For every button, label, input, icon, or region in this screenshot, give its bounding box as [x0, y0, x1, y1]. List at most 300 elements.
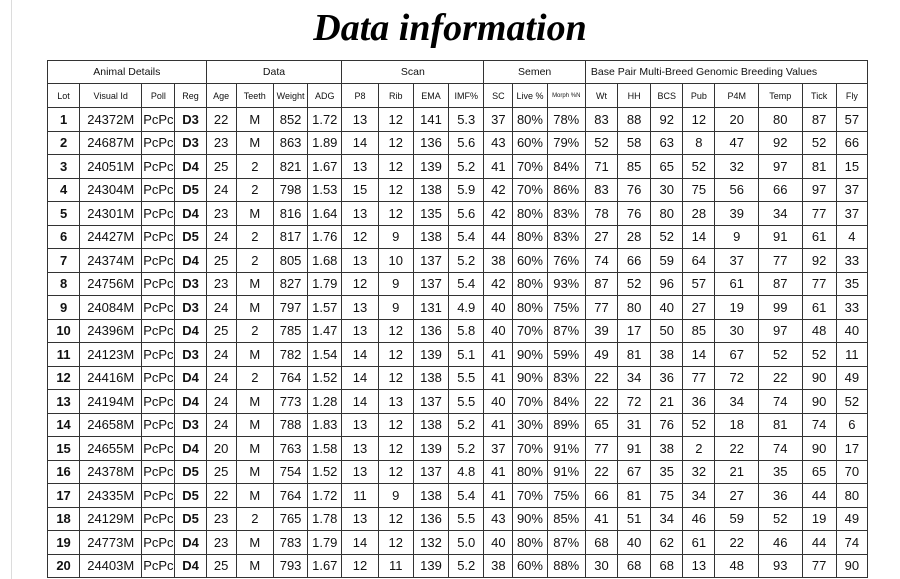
table-cell: 61	[802, 296, 836, 320]
table-cell: 138	[413, 413, 448, 437]
table-cell: 41	[484, 413, 513, 437]
table-cell: 2	[236, 507, 273, 531]
table-cell: PcPc	[142, 272, 175, 296]
table-cell: 40	[618, 531, 651, 555]
table-cell: 66	[836, 131, 867, 155]
table-cell: 2	[236, 178, 273, 202]
page-title: Data information	[313, 7, 587, 49]
table-cell: 74	[585, 249, 617, 273]
table-cell: 4.8	[449, 460, 484, 484]
table-cell: 75	[651, 484, 683, 508]
group-header-row	[48, 61, 868, 84]
table-cell: 83%	[547, 366, 585, 390]
table-cell: 18	[715, 413, 759, 437]
column-header: SC	[484, 84, 513, 108]
table-cell: 138	[413, 225, 448, 249]
table-cell: 31	[618, 413, 651, 437]
table-cell: D5	[175, 225, 206, 249]
table-cell: 52	[618, 272, 651, 296]
table-cell: M	[236, 413, 273, 437]
table-cell: 52	[585, 131, 617, 155]
table-cell: 37	[484, 437, 513, 461]
table-cell: 24687M	[80, 131, 142, 155]
table-cell: 36	[683, 390, 715, 414]
table-cell: 52	[683, 155, 715, 179]
table-cell: 90	[802, 390, 836, 414]
table-row	[48, 319, 868, 343]
table-cell: 24194M	[80, 390, 142, 414]
table-cell: 21	[715, 460, 759, 484]
table-cell: 27	[585, 225, 617, 249]
table-cell: 4.9	[449, 296, 484, 320]
table-cell: 87%	[547, 319, 585, 343]
table-cell: 43	[484, 507, 513, 531]
table-cell: 21	[651, 390, 683, 414]
table-cell: 35	[651, 460, 683, 484]
table-cell: 37	[484, 108, 513, 132]
table-cell: PcPc	[142, 413, 175, 437]
table-cell: 782	[273, 343, 307, 367]
column-header: Weight	[273, 84, 307, 108]
table-cell: 13	[342, 202, 378, 226]
table-cell: PcPc	[142, 343, 175, 367]
table-cell: 34	[683, 484, 715, 508]
table-cell: 11	[342, 484, 378, 508]
table-cell: 67	[715, 343, 759, 367]
table-cell: 57	[683, 272, 715, 296]
column-header: Visual Id	[80, 84, 142, 108]
table-cell: 80	[836, 484, 867, 508]
table-cell: 33	[836, 296, 867, 320]
table-cell: 87%	[547, 531, 585, 555]
table-cell: 25	[206, 249, 236, 273]
table-cell: PcPc	[142, 202, 175, 226]
column-header: Age	[206, 84, 236, 108]
table-cell: 136	[413, 319, 448, 343]
table-cell: 63	[651, 131, 683, 155]
table-cell: 41	[484, 155, 513, 179]
table-cell: 22	[758, 366, 802, 390]
table-cell: 85	[683, 319, 715, 343]
table-cell: 24416M	[80, 366, 142, 390]
table-cell: 28	[683, 202, 715, 226]
table-cell: 12	[342, 225, 378, 249]
table-cell: 25	[206, 460, 236, 484]
table-cell: 60%	[513, 131, 547, 155]
table-row	[48, 155, 868, 179]
table-cell: 17	[618, 319, 651, 343]
table-cell: 8	[683, 131, 715, 155]
table-row	[48, 343, 868, 367]
table-row	[48, 296, 868, 320]
table-cell: 70%	[513, 319, 547, 343]
table-cell: 5.2	[449, 155, 484, 179]
table-cell: 85	[618, 155, 651, 179]
table-cell: 135	[413, 202, 448, 226]
table-cell: 22	[206, 108, 236, 132]
table-cell: 773	[273, 390, 307, 414]
table-row	[48, 249, 868, 273]
table-cell: M	[236, 390, 273, 414]
table-cell: 2	[236, 366, 273, 390]
table-cell: 72	[618, 390, 651, 414]
table-cell: 15	[48, 437, 80, 461]
table-cell: 62	[651, 531, 683, 555]
table-cell: 75	[683, 178, 715, 202]
table-cell: 76	[618, 202, 651, 226]
table-cell: 1.67	[308, 155, 342, 179]
table-cell: 17	[836, 437, 867, 461]
table-cell: 12	[378, 155, 413, 179]
table-cell: 93%	[547, 272, 585, 296]
table-cell: D4	[175, 155, 206, 179]
table-cell: 52	[683, 413, 715, 437]
table-cell: 75%	[547, 296, 585, 320]
table-cell: 798	[273, 178, 307, 202]
table-cell: 70%	[513, 484, 547, 508]
column-header: Morph %N	[547, 84, 585, 108]
table-cell: PcPc	[142, 155, 175, 179]
table-cell: 1.79	[308, 272, 342, 296]
table-cell: 138	[413, 366, 448, 390]
table-cell: 80%	[513, 108, 547, 132]
table-cell: D5	[175, 178, 206, 202]
table-cell: 1.52	[308, 460, 342, 484]
column-header: Rib	[378, 84, 413, 108]
table-cell: 93	[758, 554, 802, 578]
table-cell: 41	[484, 460, 513, 484]
table-cell: D3	[175, 131, 206, 155]
table-cell: M	[236, 343, 273, 367]
table-cell: PcPc	[142, 531, 175, 555]
table-cell: 9	[48, 296, 80, 320]
column-header-row	[48, 84, 868, 108]
table-cell: 77	[802, 202, 836, 226]
table-cell: 27	[715, 484, 759, 508]
table-cell: D4	[175, 437, 206, 461]
column-header: ADG	[308, 84, 342, 108]
table-cell: 9	[378, 272, 413, 296]
table-cell: 788	[273, 413, 307, 437]
table-cell: 42	[484, 272, 513, 296]
table-cell: 30	[585, 554, 617, 578]
table-cell: PcPc	[142, 225, 175, 249]
table-cell: 84%	[547, 390, 585, 414]
table-cell: 25	[206, 155, 236, 179]
table-cell: 5.8	[449, 319, 484, 343]
table-cell: D5	[175, 507, 206, 531]
table-cell: 90%	[513, 366, 547, 390]
table-cell: 1.76	[308, 225, 342, 249]
table-cell: 71	[585, 155, 617, 179]
table-cell: 50	[651, 319, 683, 343]
table-cell: D4	[175, 554, 206, 578]
table-cell: 70%	[513, 178, 547, 202]
table-cell: 24	[206, 413, 236, 437]
table-cell: 7	[48, 249, 80, 273]
table-cell: PcPc	[142, 460, 175, 484]
table-cell: 40	[484, 296, 513, 320]
table-cell: 13	[342, 155, 378, 179]
table-cell: PcPc	[142, 437, 175, 461]
table-cell: 77	[585, 437, 617, 461]
column-header: Fly	[836, 84, 867, 108]
table-cell: M	[236, 131, 273, 155]
table-cell: 44	[802, 484, 836, 508]
table-cell: 92	[758, 131, 802, 155]
table-cell: 821	[273, 155, 307, 179]
table-cell: 22	[206, 484, 236, 508]
table-cell: 46	[683, 507, 715, 531]
table-cell: 11	[378, 554, 413, 578]
table-cell: 817	[273, 225, 307, 249]
table-cell: 43	[484, 131, 513, 155]
table-cell: 46	[758, 531, 802, 555]
table-cell: 12	[683, 108, 715, 132]
table-cell: 5.0	[449, 531, 484, 555]
table-cell: 24084M	[80, 296, 142, 320]
table-cell: 14	[342, 531, 378, 555]
table-cell: 57	[836, 108, 867, 132]
table-cell: 86%	[547, 178, 585, 202]
table-cell: 12	[378, 437, 413, 461]
table-cell: PcPc	[142, 131, 175, 155]
table-cell: 37	[836, 202, 867, 226]
table-cell: 49	[836, 366, 867, 390]
table-cell: 19	[715, 296, 759, 320]
group-data: Data	[206, 61, 342, 84]
table-cell: 137	[413, 390, 448, 414]
table-cell: 41	[484, 343, 513, 367]
table-cell: 24372M	[80, 108, 142, 132]
table-cell: 5.2	[449, 437, 484, 461]
table-cell: 13	[342, 108, 378, 132]
table-cell: 1.52	[308, 366, 342, 390]
table-cell: 41	[585, 507, 617, 531]
table-cell: 136	[413, 131, 448, 155]
table-cell: 141	[413, 108, 448, 132]
table-cell: 4	[48, 178, 80, 202]
table-row	[48, 225, 868, 249]
table-cell: 13	[342, 460, 378, 484]
table-cell: 42	[484, 202, 513, 226]
table-cell: 1.47	[308, 319, 342, 343]
table-cell: 77	[683, 366, 715, 390]
table-cell: 23	[206, 131, 236, 155]
table-cell: 80%	[513, 202, 547, 226]
table-cell: M	[236, 296, 273, 320]
table-cell: 5.5	[449, 390, 484, 414]
table-cell: 12	[378, 413, 413, 437]
table-cell: 1.28	[308, 390, 342, 414]
table-cell: D4	[175, 531, 206, 555]
table-cell: 14	[342, 131, 378, 155]
table-cell: 136	[413, 507, 448, 531]
table-cell: 38	[651, 437, 683, 461]
table-cell: 4	[836, 225, 867, 249]
table-cell: 22	[585, 460, 617, 484]
table-cell: 74	[758, 390, 802, 414]
table-row	[48, 437, 868, 461]
table-cell: 139	[413, 554, 448, 578]
table-cell: 33	[836, 249, 867, 273]
table-cell: 68	[585, 531, 617, 555]
table-cell: 13	[48, 390, 80, 414]
table-cell: 52	[836, 390, 867, 414]
table-cell: 17	[48, 484, 80, 508]
table-cell: 87	[758, 272, 802, 296]
table-cell: D5	[175, 460, 206, 484]
table-cell: 754	[273, 460, 307, 484]
table-cell: 81	[758, 413, 802, 437]
table-cell: 78	[585, 202, 617, 226]
table-cell: 64	[683, 249, 715, 273]
table-cell: 20	[715, 108, 759, 132]
page-left-rule	[11, 0, 12, 579]
table-cell: 139	[413, 343, 448, 367]
table-cell: 35	[836, 272, 867, 296]
table-cell: 24773M	[80, 531, 142, 555]
table-cell: 18	[48, 507, 80, 531]
table-cell: 89%	[547, 413, 585, 437]
table-cell: 24	[206, 296, 236, 320]
table-cell: 34	[651, 507, 683, 531]
table-cell: 80%	[513, 225, 547, 249]
table-cell: 56	[715, 178, 759, 202]
table-cell: 14	[683, 225, 715, 249]
table-cell: 24335M	[80, 484, 142, 508]
table-cell: 75%	[547, 484, 585, 508]
table-cell: PcPc	[142, 319, 175, 343]
table-cell: 12	[378, 178, 413, 202]
table-cell: 30	[715, 319, 759, 343]
table-cell: 24301M	[80, 202, 142, 226]
table-cell: 12	[378, 507, 413, 531]
table-cell: 13	[342, 319, 378, 343]
table-cell: 68	[618, 554, 651, 578]
table-cell: 5.5	[449, 366, 484, 390]
table-cell: 10	[378, 249, 413, 273]
table-cell: 90	[802, 366, 836, 390]
table-cell: 47	[715, 131, 759, 155]
table-cell: PcPc	[142, 554, 175, 578]
table-cell: 85%	[547, 507, 585, 531]
table-cell: 24129M	[80, 507, 142, 531]
table-cell: 51	[618, 507, 651, 531]
table-cell: 48	[802, 319, 836, 343]
table-cell: 24658M	[80, 413, 142, 437]
table-cell: 40	[484, 319, 513, 343]
table-cell: 91	[758, 225, 802, 249]
table-cell: 84%	[547, 155, 585, 179]
table-cell: 23	[206, 202, 236, 226]
column-header: EMA	[413, 84, 448, 108]
table-cell: 1.64	[308, 202, 342, 226]
table-cell: 12	[378, 319, 413, 343]
table-cell: 13	[342, 413, 378, 437]
table-cell: 137	[413, 249, 448, 273]
table-cell: 14	[683, 343, 715, 367]
group-scan: Scan	[342, 61, 484, 84]
table-cell: 23	[206, 272, 236, 296]
table-cell: 25	[206, 319, 236, 343]
table-cell: M	[236, 108, 273, 132]
table-cell: 80%	[513, 272, 547, 296]
column-header: HH	[618, 84, 651, 108]
table-cell: 65	[651, 155, 683, 179]
table-cell: 24051M	[80, 155, 142, 179]
table-cell: 5.1	[449, 343, 484, 367]
table-cell: 74	[836, 531, 867, 555]
table-cell: 39	[585, 319, 617, 343]
table-cell: 12	[378, 108, 413, 132]
table-cell: 1.57	[308, 296, 342, 320]
table-cell: 24374M	[80, 249, 142, 273]
table-cell: 70	[836, 460, 867, 484]
table-cell: 91%	[547, 437, 585, 461]
table-cell: 138	[413, 484, 448, 508]
table-cell: 10	[48, 319, 80, 343]
table-row	[48, 460, 868, 484]
table-cell: 80	[651, 202, 683, 226]
table-cell: 5	[48, 202, 80, 226]
table-cell: 5.2	[449, 554, 484, 578]
table-cell: PcPc	[142, 484, 175, 508]
table-cell: 68	[651, 554, 683, 578]
table-cell: M	[236, 272, 273, 296]
table-cell: 765	[273, 507, 307, 531]
table-cell: 12	[378, 460, 413, 484]
table-cell: 99	[758, 296, 802, 320]
table-cell: 15	[342, 178, 378, 202]
table-cell: 24378M	[80, 460, 142, 484]
table-cell: 8	[48, 272, 80, 296]
table-cell: 6	[836, 413, 867, 437]
table-row	[48, 554, 868, 578]
table-cell: PcPc	[142, 296, 175, 320]
table-cell: 90	[836, 554, 867, 578]
table-cell: D3	[175, 108, 206, 132]
table-cell: 52	[802, 343, 836, 367]
table-cell: 52	[651, 225, 683, 249]
table-cell: 13	[342, 437, 378, 461]
table-cell: PcPc	[142, 390, 175, 414]
table-cell: 87	[585, 272, 617, 296]
table-cell: 24123M	[80, 343, 142, 367]
table-cell: 827	[273, 272, 307, 296]
table-cell: 81	[618, 484, 651, 508]
table-row	[48, 531, 868, 555]
table-cell: 41	[484, 366, 513, 390]
column-header: Wt	[585, 84, 617, 108]
table-cell: 19	[48, 531, 80, 555]
table-cell: 2	[236, 155, 273, 179]
table-cell: 5.2	[449, 413, 484, 437]
table-cell: 2	[683, 437, 715, 461]
table-cell: 12	[378, 531, 413, 555]
table-cell: 65	[585, 413, 617, 437]
table-cell: M	[236, 554, 273, 578]
table-cell: 38	[484, 249, 513, 273]
table-cell: 12	[378, 202, 413, 226]
table-cell: 28	[618, 225, 651, 249]
table-cell: 24756M	[80, 272, 142, 296]
table-cell: 59%	[547, 343, 585, 367]
table-cell: 131	[413, 296, 448, 320]
table-cell: 5.4	[449, 225, 484, 249]
table-cell: 24	[206, 225, 236, 249]
table-cell: 41	[484, 484, 513, 508]
